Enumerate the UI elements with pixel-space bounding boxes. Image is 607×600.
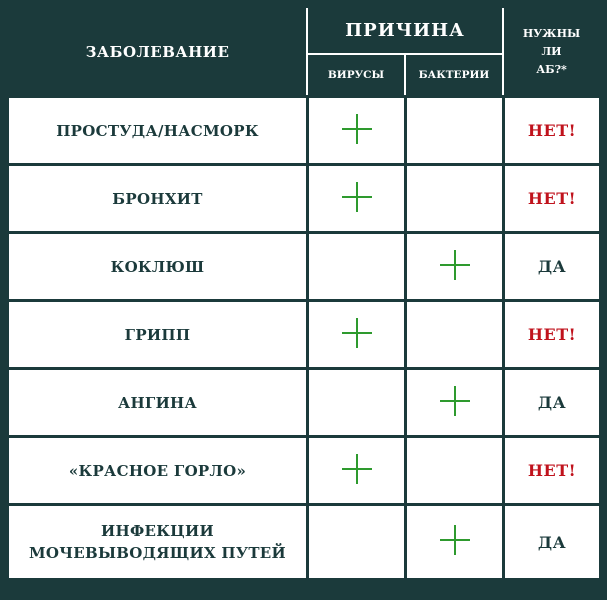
virus-cell (306, 503, 404, 578)
disease-cell (9, 163, 306, 231)
need-ab-cell (502, 231, 599, 299)
header-need-ab-line3: АБ?* (536, 62, 567, 76)
disease-cell (9, 231, 306, 299)
disease-cell (9, 367, 306, 435)
plus-icon (342, 114, 372, 144)
answer-yes: ДА (537, 257, 567, 276)
plus-icon (440, 386, 470, 416)
header-disease: ЗАБОЛЕВАНИЕ (9, 8, 306, 95)
header-cause: ПРИЧИНА (306, 8, 502, 53)
plus-icon (342, 454, 372, 484)
table-row (9, 367, 599, 435)
need-ab-cell (502, 163, 599, 231)
virus-cell (306, 163, 404, 231)
table-row (9, 163, 599, 231)
disease-name: БРОНХИТ (112, 189, 203, 208)
virus-cell (306, 367, 404, 435)
answer-no: НЕТ! (527, 189, 577, 208)
disease-name-line2: МОЧЕВЫВОДЯЩИХ ПУТЕЙ (28, 544, 287, 562)
disease-cell (9, 503, 306, 578)
disease-name: ГРИПП (124, 325, 191, 344)
bacteria-cell (404, 299, 502, 367)
virus-cell (306, 299, 404, 367)
answer-no: НЕТ! (527, 325, 577, 344)
bacteria-cell (404, 367, 502, 435)
table-row (9, 95, 599, 163)
bacteria-cell (404, 95, 502, 163)
disease-cell (9, 299, 306, 367)
need-ab-cell (502, 367, 599, 435)
virus-cell (306, 95, 404, 163)
virus-cell (306, 231, 404, 299)
disease-name: КОКЛЮШ (110, 257, 205, 276)
disease-cell (9, 435, 306, 503)
need-ab-cell (502, 95, 599, 163)
plus-icon (342, 318, 372, 348)
bacteria-cell (404, 231, 502, 299)
header-bacteria: БАКТЕРИИ (404, 53, 502, 95)
disease-name: «КРАСНОЕ ГОРЛО» (68, 461, 247, 480)
bacteria-cell (404, 503, 502, 578)
answer-no: НЕТ! (527, 121, 577, 140)
bacteria-cell (404, 435, 502, 503)
header-need-ab-line1: НУЖНЫ (522, 26, 581, 40)
disease-name-line1: ИНФЕКЦИИ (101, 522, 214, 540)
plus-icon (440, 250, 470, 280)
need-ab-cell (502, 435, 599, 503)
plus-icon (440, 525, 470, 555)
plus-icon (342, 182, 372, 212)
need-ab-cell (502, 299, 599, 367)
table-row (9, 231, 599, 299)
disease-name (29, 520, 286, 564)
header-viruses: ВИРУСЫ (306, 53, 404, 95)
answer-yes: ДА (537, 393, 567, 412)
header-need-ab (502, 8, 599, 95)
disease-name: АНГИНА (117, 393, 198, 412)
disease-name: ПРОСТУДА/НАСМОРК (56, 121, 259, 140)
answer-no: НЕТ! (527, 461, 577, 480)
virus-cell (306, 435, 404, 503)
header-need-ab-line2: ЛИ (541, 44, 562, 58)
table-row (9, 435, 599, 503)
table-row (9, 299, 599, 367)
answer-yes: ДА (537, 532, 567, 552)
bacteria-cell (404, 163, 502, 231)
disease-cell (9, 95, 306, 163)
need-ab-cell (502, 503, 599, 578)
disease-cause-table (9, 8, 599, 578)
table-row (9, 503, 599, 578)
